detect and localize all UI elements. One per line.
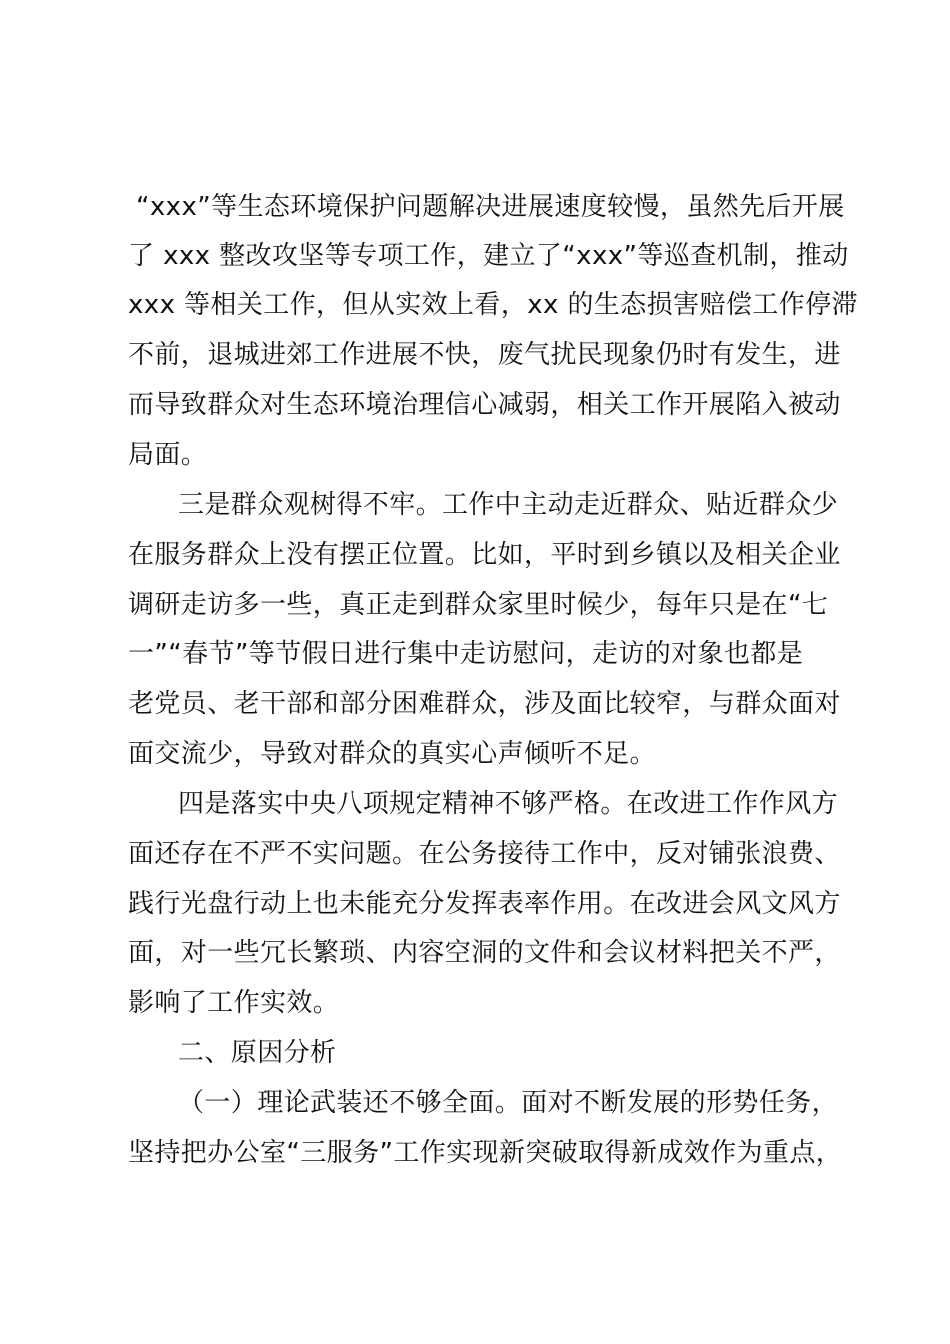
text-line: xxx 等相关工作，但从实效上看，xx 的生态损害赔偿工作停滞 [128,290,858,320]
paragraph-start-line: 三是群众观树得不牢。工作中主动走近群众、贴近群众少 [178,490,839,520]
text-line: 不前，退城进郊工作进展不快，废气扰民现象仍时有发生，进 [128,340,841,370]
text-line: “xxx”等生态环境保护问题解决进展速度较慢，虽然先后开展 [136,192,845,222]
text-line: 而导致群众对生态环境治理信心减弱，相关工作开展陷入被动 [128,390,841,420]
text-line: 局面。 [128,440,208,470]
text-line: 一”“春节”等节假日进行集中走访慰问，走访的对象也都是 [128,639,804,669]
paragraph-start-line: （一）理论武装还不够全面。面对不断发展的形势任务， [178,1088,839,1118]
text-line: 践行光盘行动上也未能充分发挥表率作用。在改进会风文风方 [128,889,841,919]
text-line: 了 xxx 整改攻坚等专项工作，建立了“xxx”等巡查机制，推动 [128,241,849,271]
text-line: 影响了工作实效。 [128,988,340,1018]
text-line: 在服务群众上没有摆正位置。比如，平时到乡镇以及相关企业 [128,540,841,570]
text-line: 老党员、老干部和部分困难群众，涉及面比较窄，与群众面对 [128,689,841,719]
text-line: 面，对一些冗长繁琐、内容空洞的文件和会议材料把关不严， [128,938,841,968]
text-line: 面交流少，导致对群众的真实心声倾听不足。 [128,739,657,769]
text-line: 调研走访多一些，真正走到群众家里时候少，每年只是在“七 [128,590,829,620]
text-line: 坚持把办公室“三服务”工作实现新突破取得新成效作为重点， [128,1138,843,1168]
paragraph-start-line: 四是落实中央八项规定精神不够严格。在改进工作作风方 [178,789,839,819]
text-line: 面还存在不严不实问题。在公务接待工作中，反对铺张浪费、 [128,839,841,869]
section-heading: 二、原因分析 [178,1038,337,1068]
